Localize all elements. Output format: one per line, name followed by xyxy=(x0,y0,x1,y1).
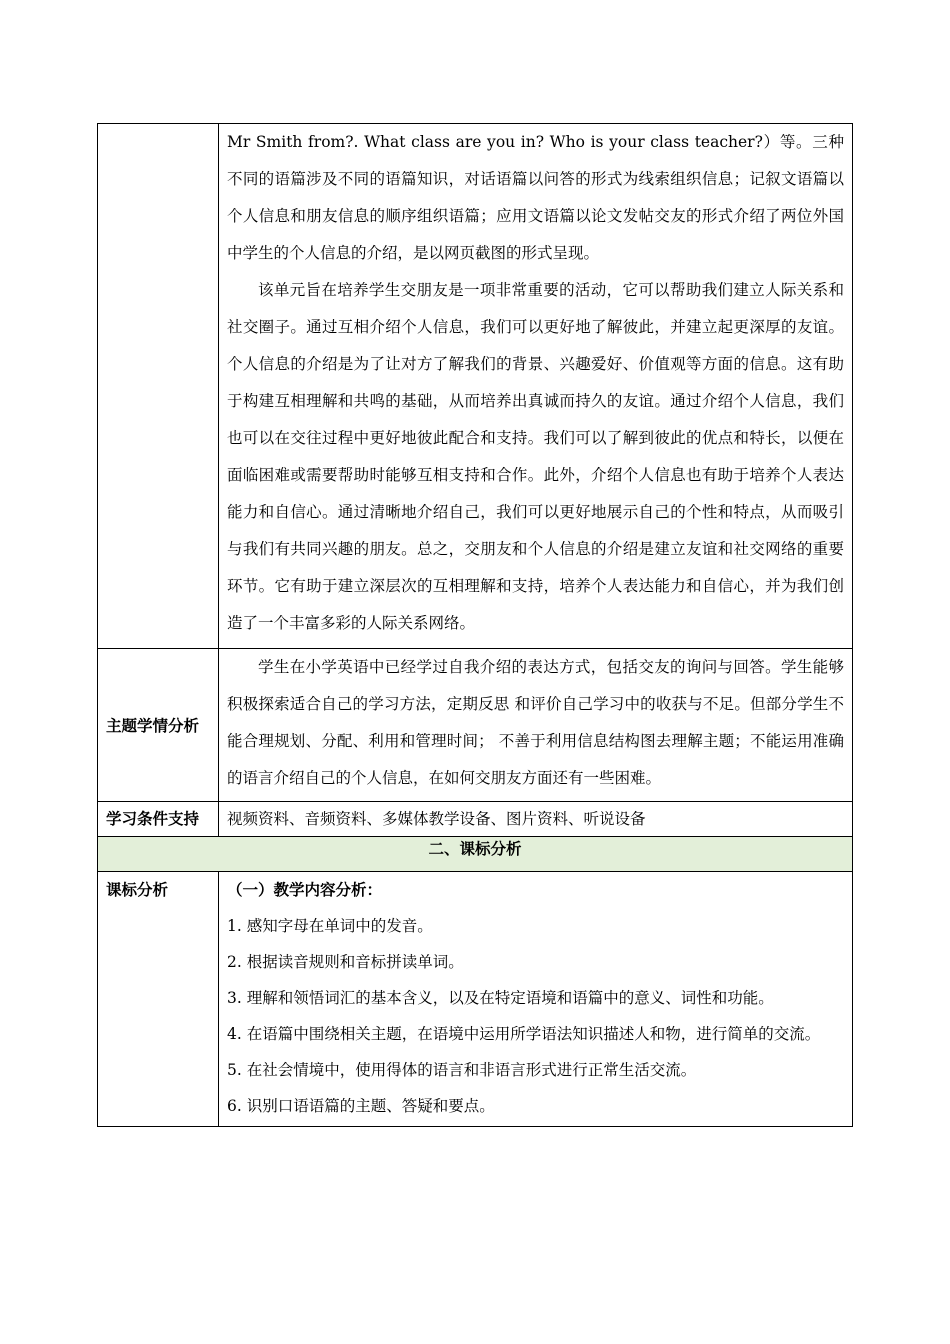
lesson-plan-table xyxy=(97,123,853,1127)
teaching-content-heading: （一）教学内容分析： xyxy=(227,881,383,899)
curriculum-analysis-label: 课标分析 xyxy=(98,872,219,1127)
list-item: 3. 理解和领悟词汇的基本含义，以及在特定语境和语篇中的意义、词性和功能。 xyxy=(227,989,774,1007)
row-label-empty xyxy=(98,124,219,649)
learning-support-text: 视频资料、音频资料、多媒体教学设备、图片资料、听说设备 xyxy=(219,802,853,837)
table-row xyxy=(98,802,853,837)
student-analysis-label: 主题学情分析 xyxy=(98,649,219,802)
list-item: 4. 在语篇中围绕相关主题，在语境中运用所学语法知识描述人和物，进行简单的交流。 xyxy=(227,1025,821,1043)
unit-analysis-paragraph-2: 该单元旨在培养学生交朋友是一项非常重要的活动，它可以帮助我们建立人际关系和社交圈子。通过互相介绍个人信息，我们可以更好地了解彼此，并建立起更深厚的友谊。个人信息的介绍是为了让对方了解我们的背景、兴趣爱好、价值观等方面的信息。这有助于构建互相理解和共鸣的基础，从而培养出真诚而持久的友谊。通过介绍个人信息，我们也可以在交往过程中更好地彼此配合和支持。我们可以了解到彼此的优点和特长，以便在面临困难或需要帮助时能够互相支持和合作。此外，介绍个人信息也有助于培养个人表达能力和自信心。通过清晰地介绍自己，我们可以更好地展示自己的个性和特点，从而吸引与我们有共同兴趣的朋友。总之，交朋友和个人信息的介绍是建立友谊和社交网络的重要环节。它有助于建立深层次的互相理解和支持，培养个人表达能力和自信心，并为我们创造了一个丰富多彩的人际关系网络。 xyxy=(227,281,844,632)
student-analysis-text: 学生在小学英语中已经学过自我介绍的表达方式，包括交友的询问与回答。学生能够积极探索适合自己的学习方法，定期反思 和评价自己学习中的收获与不足。但部分学生不能合理规划、分配、利用和管理时间； 不善于利用信息结构图去理解主题；不能运用准确的语言介绍自己的个人信息，在如何交朋友方面还有一些困难。 xyxy=(227,658,844,787)
list-item: 6. 识别口语语篇的主题、答疑和要点。 xyxy=(227,1097,495,1115)
learning-support-label: 学习条件支持 xyxy=(98,802,219,837)
unit-analysis-cell xyxy=(219,124,853,649)
list-item: 1. 感知字母在单词中的发音。 xyxy=(227,917,433,935)
table-row xyxy=(98,124,853,649)
table-row xyxy=(98,837,853,872)
list-item: 5. 在社会情境中，使用得体的语言和非语言形式进行正常生活交流。 xyxy=(227,1061,697,1079)
list-item: 2. 根据读音规则和音标拼读单词。 xyxy=(227,953,464,971)
student-analysis-cell xyxy=(219,649,853,802)
section-header: 二、课标分析 xyxy=(98,837,853,872)
unit-analysis-paragraph-1: Mr Smith from?. What class are you in? Who is your class teacher?）等。三种不同的语篇涉及不同的语篇知识，对话语篇以问答的形式为线索组织信息；记叙文语篇以个人信息和朋友信息的顺序组织语篇；应用文语篇以论文发帖交友的形式介绍了两位外国中学生的个人信息的介绍，是以网页截图的形式呈现。 xyxy=(227,133,844,262)
table-row xyxy=(98,872,853,1127)
curriculum-analysis-cell xyxy=(219,872,853,1127)
table-row xyxy=(98,649,853,802)
